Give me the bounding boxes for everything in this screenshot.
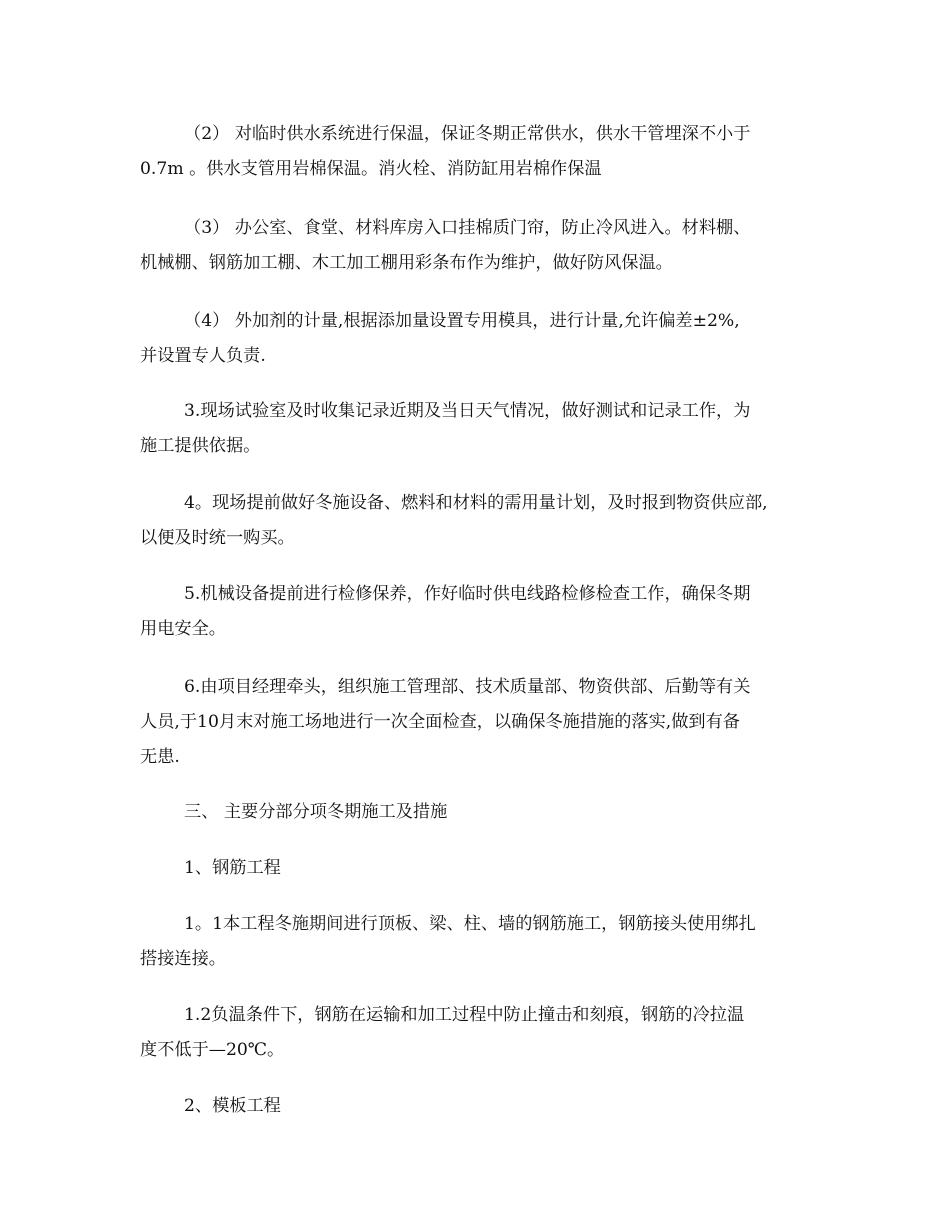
text-line: 1。1本工程冬施期间进行顶板、梁、柱、墙的钢筋施工，钢筋接头使用绑扎 — [184, 914, 756, 934]
text-line: 施工提供依据。 — [140, 436, 261, 456]
text-line: 无患. — [140, 747, 180, 767]
paragraph-admixture-metering — [140, 304, 808, 374]
text-line: 度不低于—20℃。 — [140, 1040, 285, 1060]
subsection-heading-rebar — [140, 851, 808, 886]
text-line: 6.由项目经理牵头，组织施工管理部、技术质量部、物资供部、后勤等有关 — [184, 677, 751, 697]
text-line: 并设置专人负责. — [140, 346, 266, 366]
text-line: 三、 主要分部分项冬期施工及措施 — [184, 802, 448, 822]
paragraph-weather-records — [140, 394, 808, 464]
text-line: 以便及时统一购买。 — [140, 528, 295, 548]
text-line: 用电安全。 — [140, 619, 226, 639]
paragraph-materials-plan — [140, 486, 808, 556]
paragraph-water-supply-insulation — [140, 117, 808, 187]
text-line: 4。现场提前做好冬施设备、燃料和材料的需用量计划，及时报到物资供应部, — [184, 493, 768, 513]
text-line: 搭接连接。 — [140, 949, 226, 969]
text-line: 1、钢筋工程 — [184, 858, 281, 878]
text-line: 人员,于10月末对施工场地进行一次全面检查，以确保冬施措施的落实,做到有备 — [140, 712, 740, 732]
paragraph-site-inspection — [140, 670, 808, 775]
text-line: 3.现场试验室及时收集记录近期及当日天气情况，做好测试和记录工作，为 — [184, 401, 751, 421]
paragraph-equipment-maintenance — [140, 577, 808, 647]
text-line: （3） 办公室、食堂、材料库房入口挂棉质门帘，防止冷风进入。材料棚、 — [184, 218, 751, 238]
paragraph-door-curtains — [140, 211, 808, 281]
text-line: 机械棚、钢筋加工棚、木工加工棚用彩条布作为维护，做好防风保温。 — [140, 253, 673, 273]
text-line: （4） 外加剂的计量,根据添加量设置专用模具，进行计量,允许偏差±2%, — [184, 311, 740, 331]
paragraph-rebar-cold-drawing — [140, 998, 808, 1068]
subsection-heading-formwork — [140, 1089, 808, 1124]
text-line: 0.7m 。供水支管用岩棉保温。消火栓、消防缸用岩棉作保温 — [140, 159, 602, 179]
text-line: 2、模板工程 — [184, 1096, 281, 1116]
text-line: （2） 对临时供水系统进行保温，保证冬期正常供水，供水干管埋深不小于 — [184, 124, 751, 144]
paragraph-rebar-lap-splicing — [140, 907, 808, 977]
section-heading-winter-construction — [140, 795, 808, 830]
text-line: 5.机械设备提前进行检修保养，作好临时供电线路检修检查工作，确保冬期 — [184, 584, 751, 604]
text-line: 1.2负温条件下，钢筋在运输和加工过程中防止撞击和刻痕，钢筋的冷拉温 — [184, 1005, 745, 1025]
